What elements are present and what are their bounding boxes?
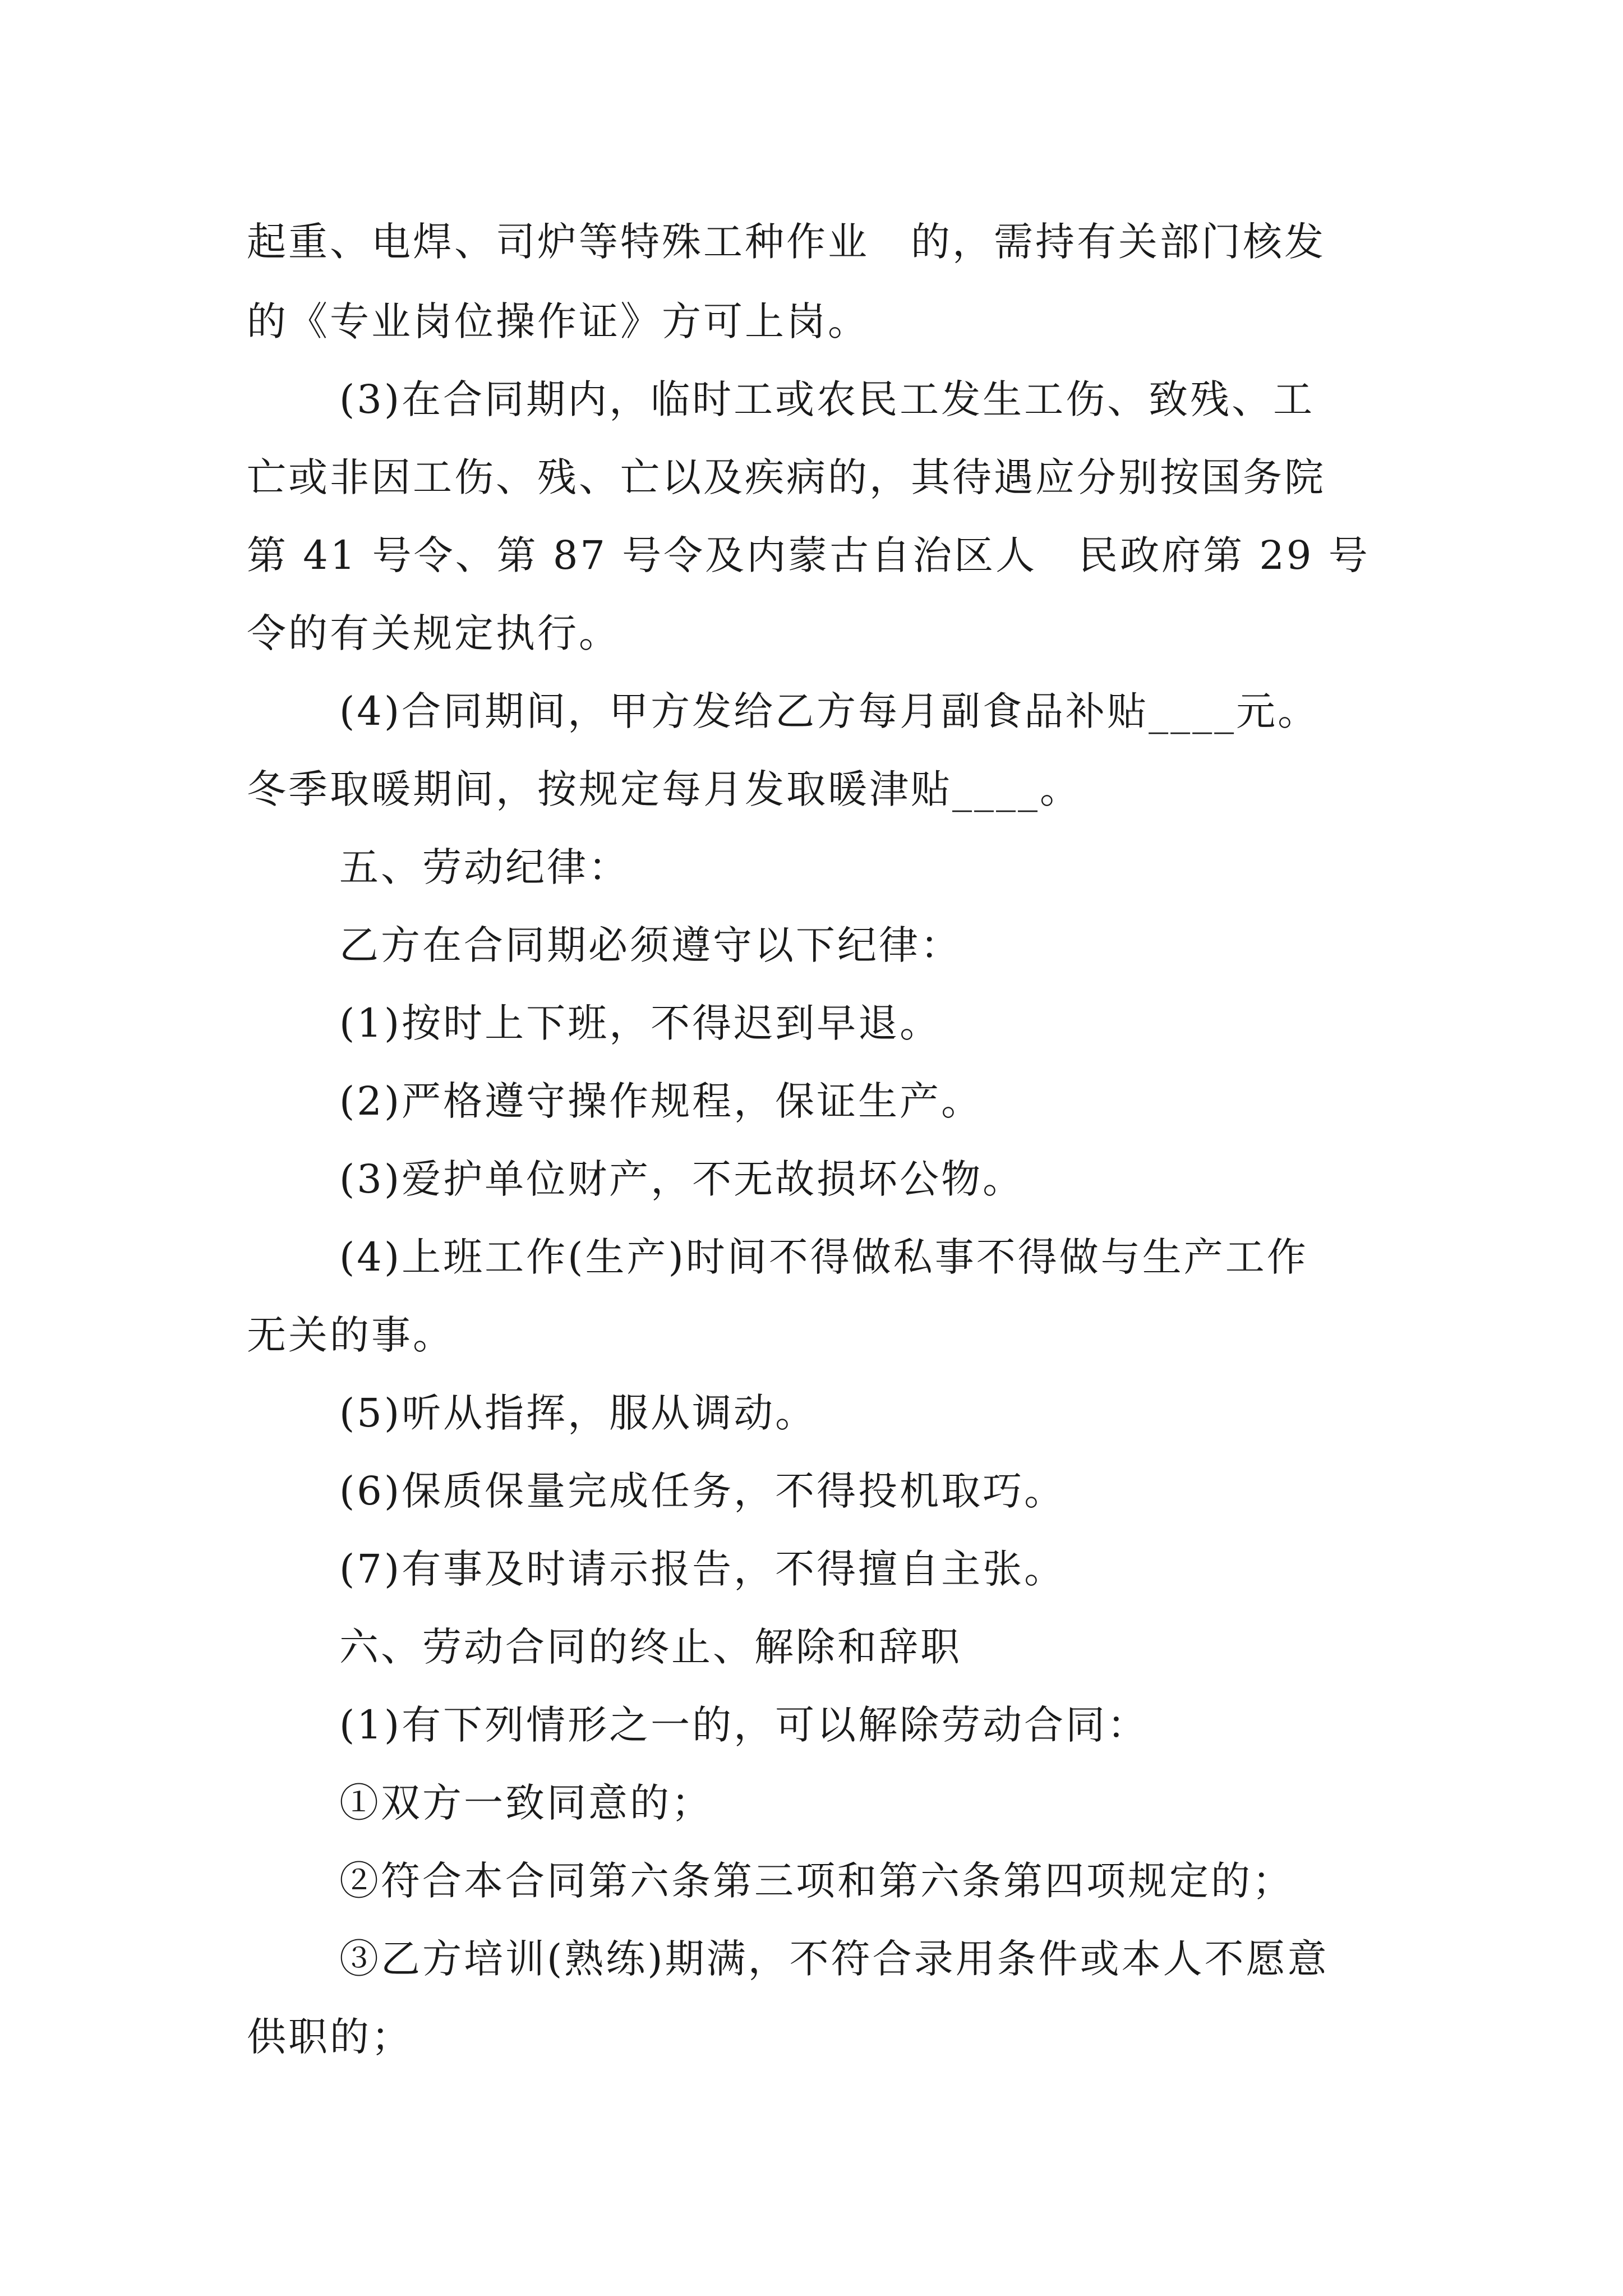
text-line: 的《专业岗位操作证》方可上岗。	[247, 298, 869, 344]
text-line: 令的有关规定执行。	[247, 610, 620, 656]
list-item: (6)保质保量完成任务，不得投机取巧。	[339, 1468, 1066, 1514]
list-item: (3)爱护单位财产，不无故损坏公物。	[339, 1156, 1025, 1202]
list-item: (7)有事及时请示报告，不得擅自主张。	[339, 1546, 1066, 1592]
text-line: 第 41 号令、第 87 号令及内蒙古自治区人 民政府第 29 号	[247, 532, 1370, 578]
list-item: (1)按时上下班，不得迟到早退。	[339, 1000, 942, 1046]
list-item: ②符合本合同第六条第三项和第六条第四项规定的；	[339, 1858, 1294, 1904]
text-line: 无关的事。	[247, 1312, 454, 1358]
text-line: 供职的；	[247, 2014, 413, 2060]
list-item: ①双方一致同意的；	[339, 1780, 713, 1826]
list-item: (1)有下列情形之一的，可以解除劳动合同：	[339, 1702, 1149, 1748]
list-item: (4)上班工作(生产)时间不得做私事不得做与生产工作	[339, 1234, 1308, 1280]
text-line: 亡或非因工伤、残、亡以及疾病的，其待遇应分别按国务院	[247, 454, 1326, 500]
list-item: ③乙方培训(熟练)期满，不符合录用条件或本人不愿意	[339, 1936, 1329, 1982]
text-line: 冬季取暖期间，按规定每月发取暖津贴____。	[247, 766, 1081, 812]
text-line: (4)合同期间，甲方发给乙方每月副食品补贴____元。	[339, 688, 1320, 734]
text-line: (3)在合同期内，临时工或农民工发生工伤、致残、工	[339, 376, 1315, 422]
section-heading: 五、劳动纪律：	[339, 844, 630, 890]
section-heading: 六、劳动合同的终止、解除和辞职	[339, 1624, 962, 1670]
text-line: 乙方在合同期必须遵守以下纪律：	[339, 922, 962, 968]
list-item: (5)听从指挥，服从调动。	[339, 1390, 817, 1436]
list-item: (2)严格遵守操作规程，保证生产。	[339, 1078, 983, 1124]
text-line: 起重、电焊、司炉等特殊工种作业 的，需持有关部门核发	[247, 219, 1326, 265]
